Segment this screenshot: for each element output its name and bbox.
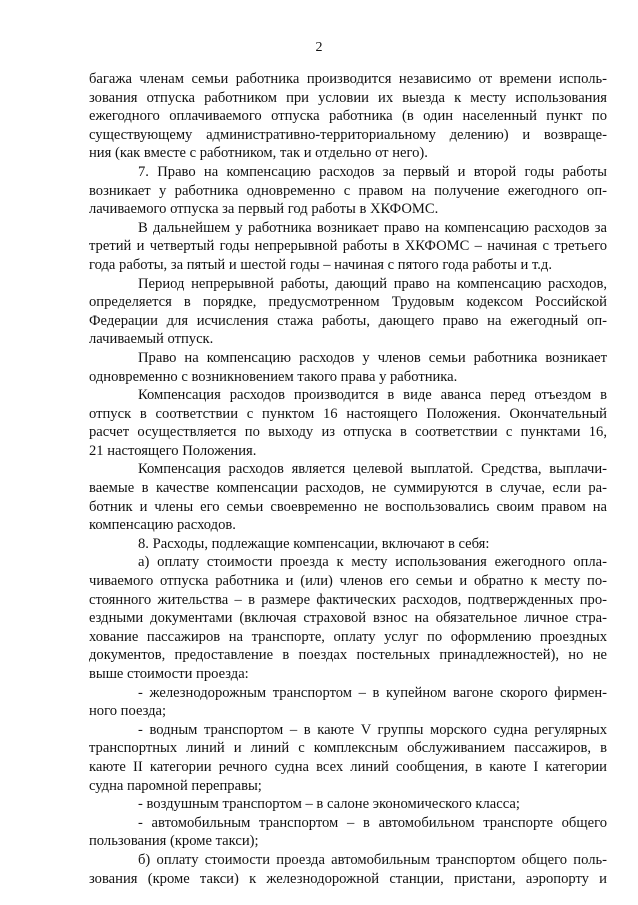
- text-line: б) оплату стоимости проезда автомобильным транспортом общего поль-: [138, 851, 607, 868]
- text-line: года работы, за пятый и шестой годы – начиная с пятого года работы и т.д.: [89, 256, 553, 273]
- text-line: существующему административно-территориальному делению) и возвраще-: [89, 126, 607, 143]
- text-line: - автомобильным транспортом – в автомобильном транспорте общего: [138, 814, 607, 831]
- text-line: Компенсация расходов производится в виде аванса перед отъездом в: [138, 387, 607, 404]
- text-line: лачиваемого отпуска за первый год работы в ХКФОМС.: [89, 201, 439, 218]
- text-line: чиваемого отпуска работника и (или) членов его семьи и обратно к месту по-: [89, 573, 607, 590]
- text-line: багажа членам семьи работника производится независимо от времени исполь-: [89, 71, 607, 87]
- text-line: лачиваемый отпуск.: [89, 331, 214, 348]
- text-line: В дальнейшем у работника возникает право на компенсацию расходов за: [138, 219, 607, 236]
- text-line: одновременно с возникновением такого права у работника.: [89, 368, 458, 385]
- text-line: зования отпуска работником при условии их выезда к месту использования: [89, 89, 607, 106]
- document-body: [89, 70, 607, 888]
- text-line: ездными документами (включая страховой взнос на обязательное личное стра-: [89, 610, 607, 627]
- text-line: 8. Расходы, подлежащие компенсации, включают в себя:: [138, 535, 490, 552]
- text-line: а) оплату стоимости проезда к месту использования ежегодного опла-: [138, 554, 607, 571]
- text-line: документов, предоставление в поездах постельных принадлежностей), но не: [89, 647, 607, 664]
- text-line: ежегодного оплачиваемого отпуска работника (в один населенный пункт по: [89, 108, 607, 125]
- text-line: компенсацию расходов.: [89, 517, 236, 534]
- text-line: - водным транспортом – в каюте V группы морского судна регулярных: [138, 721, 607, 738]
- text-line: - железнодорожным транспортом – в купейном вагоне скорого фирмен-: [138, 684, 607, 701]
- text-line: - воздушным транспортом – в салоне экономического класса;: [138, 796, 520, 813]
- text-line: ного поезда;: [89, 703, 167, 720]
- text-line: транспортных линий и линий с комплексным обслуживанием пассажиров, в: [89, 740, 607, 757]
- text-line: Право на компенсацию расходов у членов семьи работника возникает: [138, 349, 607, 366]
- text-line: хование пассажиров на транспорте, оплату услуг по оформлению проездных: [89, 628, 607, 645]
- text-line: каюте II категории речного судна всех линий сообщения, в каюте I категории: [89, 758, 607, 775]
- text-line: Федерации для исчисления стажа работы, дающего право на ежегодный оп-: [89, 312, 607, 329]
- text-line: выше стоимости проезда:: [89, 666, 249, 682]
- text-line: судна паромной переправы;: [89, 777, 262, 794]
- text-line: ния (как вместе с работником, так и отдельно от него).: [89, 145, 428, 162]
- text-line: стоянного жительства – в размере фактических расходов, подтвержденных про-: [89, 591, 607, 608]
- text-line: зования (кроме такси) к железнодорожной станции, пристани, аэропорту и: [89, 870, 607, 887]
- text-line: Компенсация расходов является целевой выплатой. Средства, выплачи-: [138, 461, 607, 478]
- page-number: 2: [315, 40, 323, 55]
- text-line: возникает у работника одновременно с правом на получение ежегодного оп-: [89, 182, 607, 199]
- text-line: Период непрерывной работы, дающий право на компенсацию расходов,: [138, 275, 607, 292]
- text-line: 7. Право на компенсацию расходов за первый и второй годы работы: [138, 163, 607, 180]
- text-line: третий и четвертый годы непрерывной работы в ХКФОМС – начиная с третьего: [89, 238, 607, 255]
- text-line: отпуск в соответствии с пунктом 16 настоящего Положения. Окончательный: [89, 405, 607, 422]
- text-line: расчет осуществляется по выходу из отпуска в соответствии с пунктами 16,: [89, 424, 607, 441]
- text-line: ваемые в качестве компенсации расходов, не суммируются в случае, если ра-: [89, 480, 607, 497]
- text-line: 21 настоящего Положения.: [89, 442, 257, 459]
- text-line: пользования (кроме такси);: [89, 833, 259, 850]
- text-line: определяется в порядке, предусмотренном Трудовым кодексом Российской: [89, 294, 607, 311]
- text-line: ботник и члены его семьи своевременно не воспользовались своим правом на: [89, 498, 607, 515]
